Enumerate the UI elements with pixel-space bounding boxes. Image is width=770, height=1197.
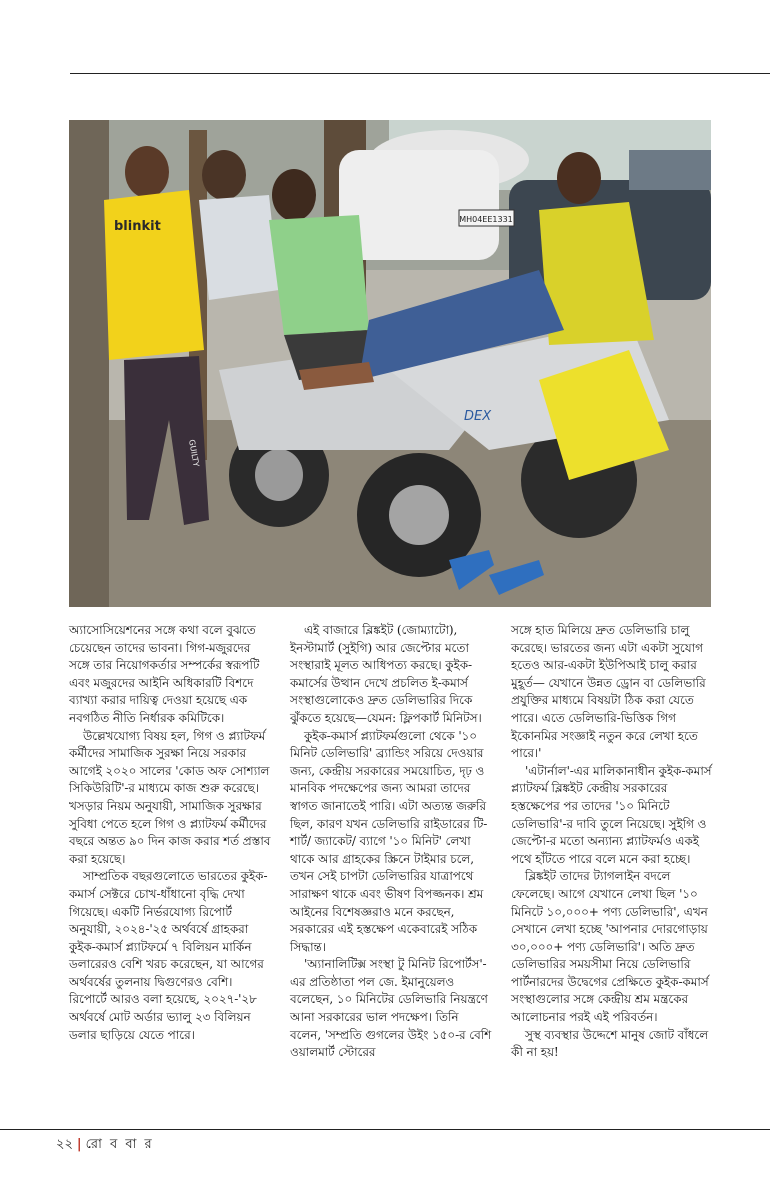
footer-separator: | <box>76 1137 82 1152</box>
page-footer <box>56 1135 154 1156</box>
paragraph: সাম্প্রতিক বছরগুলোতে ভারতের কুইক-কমার্স সেক্টরে চোখ-ধাঁধানো বৃদ্ধি দেখা গিয়েছে। একটি নির্ভরযোগ্য রিপোর্ট অনুযায়ী, ২০২৪-'২৫ অর্থবর্ষে গ্রাহকরা কুইক-কমার্স প্ল্যাটফর্মে ৭ বিলিয়ন মার্কিন ডলারেরও বেশি খরচ করেছেন, যা আগের অর্থবর্ষের তুলনায় দ্বিগুণেরও বেশি। রিপোর্টে আরও বলা হয়েছে, ২০২৭-'২৮ অর্থবর্ষে মোট অর্ডার ভ্যালু ২৩ বিলিয়ন ডলার ছাড়িয়ে যেতে পারে। <box>69 869 268 1042</box>
paragraph: অ্যাসোসিয়েশনের সঙ্গে কথা বলে বুঝতে চেয়েছেন তাদের ভাবনা। গিগ-মজুরদের সঙ্গে তার নিয়োগকর্তার সম্পর্কের স্বরূপটি এবং মজুরদের আইনি অধিকারটি বিশদে ব্যাখ্যা করার দায়িত্ব দেওয়া হয়েছে এক নবগঠিত নীতি নির্ধারক কমিটিকে। <box>69 623 260 725</box>
scooter-badge-text: DEX <box>464 409 492 424</box>
paragraph: সুস্থ ব্যবস্থার উদ্দেশে মানুষ জোট বাঁধলে কী না হয়! <box>511 1027 709 1060</box>
article-photo <box>69 120 711 607</box>
paragraph: কুইক-কমার্স প্ল্যাটফর্মগুলো থেকে '১০ মিনিট ডেলিভারি' ব্র্যান্ডিং সরিয়ে দেওয়ার জন্য, কেন্দ্রীয় সরকারের সময়োচিত, দৃঢ় ও মানবিক পদক্ষেপের জন্য আমরা তাদের স্বাগত জানাতেই পারি। এটা অত্যন্ত জরুরি ছিল, কারণ যখন ডেলিভারি রাইডারের টি-শার্ট/ জ্যাকেট/ ব্যাগে '১০ মিনিট' লেখা থাকে আর গ্রাহকের স্ক্রিনে টাইমার চলে, তখন সেই চাপটা ডেলিভারির যাত্রাপথে সারাক্ষণ থাকে এবং ভীষণ বিপজ্জনক। শ্রম আইনের বিশেষজ্ঞরাও মনে করছেন, সরকারের এই হস্তক্ষেপ একেবারেই সঠিক সিদ্ধান্ত। <box>290 728 488 954</box>
publication-name: রো ব বা র <box>85 1137 154 1152</box>
column-1 <box>69 622 271 1044</box>
delivery-riders-illustration <box>69 120 711 607</box>
paragraph: সঙ্গে হাত মিলিয়ে দ্রুত ডেলিভারি চালু করেছে। ভারতের জন্য এটা একটা সুযোগ হতেও আর-একটা ইউপিআই চালু করার মুহূর্ত— যেখানে উন্নত ড্রোন বা ডেলিভারি প্রযুক্তির মাধ্যমে বিষয়টা ঠিক করা যেতে পারে। এতে ডেলিভারি-ভিত্তিক গিগ ইকোনমির সংজ্ঞাই নতুন করে লেখা হতে পারে।' <box>511 623 706 761</box>
article-body <box>69 622 711 1122</box>
shirt-logo-text: blinkit <box>114 219 161 234</box>
column-3 <box>511 622 713 1062</box>
top-rule <box>70 73 770 74</box>
trousers-brand-text: GUILTY <box>187 438 201 468</box>
licence-plate-text: MH04EE1331 <box>459 215 513 224</box>
paragraph: ব্লিঙ্কইট তাদের ট্যাগলাইন বদলে ফেলেছে। আগে যেখানে লেখা ছিল '১০ মিনিটে ১০,০০০+ পণ্য ডেলিভারি', এখন সেখানে লেখা হচ্ছে 'আপনার দোরগোড়ায় ৩০,০০০+ পণ্য ডেলিভারি'। অতি দ্রুত ডেলিভারির সময়সীমা নিয়ে ডেলিভারি পার্টনারদের উদ্বেগের প্রেক্ষিতে কুইক-কমার্স সংস্থাগুলোর সঙ্গে কেন্দ্রীয় শ্রম মন্ত্রকের আলোচনার পরই এই পরিবর্তন। <box>511 869 709 1025</box>
paragraph: 'অ্যানালিটিক্স সংস্থা টু মিনিট রিপোর্টস'-এর প্রতিষ্ঠাতা পল জে. ইমানুয়েলও বলেছেন, ১০ মিনিটের ডেলিভারি নিয়ন্ত্রণে আনা সরকারের ভাল পদক্ষেপ। তিনি বলেন, 'সম্প্রতি গুগলের উইং ১৫০-র বেশি ওয়ালমার্ট স্টোরের <box>290 957 492 1060</box>
paragraph: এই বাজারে ব্লিঙ্কইট (জোম্যাটো), ইনস্টামার্ট (সুইগি) আর জেপ্টোর মতো সংস্থারাই মূলত আধিপত্য করছে। কুইক-কমার্সের উত্থান দেখে প্রচলিত ই-কমার্স সংস্থাগুলোকেও দ্রুত ডেলিভারির দিকে ঝুঁকতে হয়েছে—যেমন: ফ্লিপকার্ট মিনিটস। <box>290 623 482 725</box>
paragraph: 'এটার্নাল'-এর মালিকানাধীন কুইক-কমার্স প্ল্যাটফর্ম ব্লিঙ্কইট কেন্দ্রীয় সরকারের হস্তক্ষেপের পর তাদের '১০ মিনিটে ডেলিভারি'-র দাবি তুলে নিয়েছে। সুইগি ও জেপ্টো-র মতো অন্যান্য প্ল্যাটফর্মও একই পথে হাঁটতে পারে বলে মনে করা হচ্ছে। <box>511 763 712 866</box>
bottom-rule <box>0 1129 770 1130</box>
column-2 <box>290 622 492 1062</box>
page-number: ২২ <box>56 1137 73 1152</box>
paragraph: উল্লেখযোগ্য বিষয় হল, গিগ ও প্ল্যাটফর্ম কর্মীদের সামাজিক সুরক্ষা নিয়ে সরকার আগেই ২০২০ সালের 'কোড অফ সোশ্যাল সিকিউরিটি'-র মাধ্যমে কাজ শুরু করেছে। খসড়ার নিয়ম অনুযায়ী, সামাজিক সুরক্ষার সুবিধা পেতে হলে গিগ ও প্ল্যাটফর্ম কর্মীদের বছরে অন্তত ৯০ দিন কাজ করার শর্ত প্রস্তাব করা হয়েছে। <box>69 728 271 866</box>
